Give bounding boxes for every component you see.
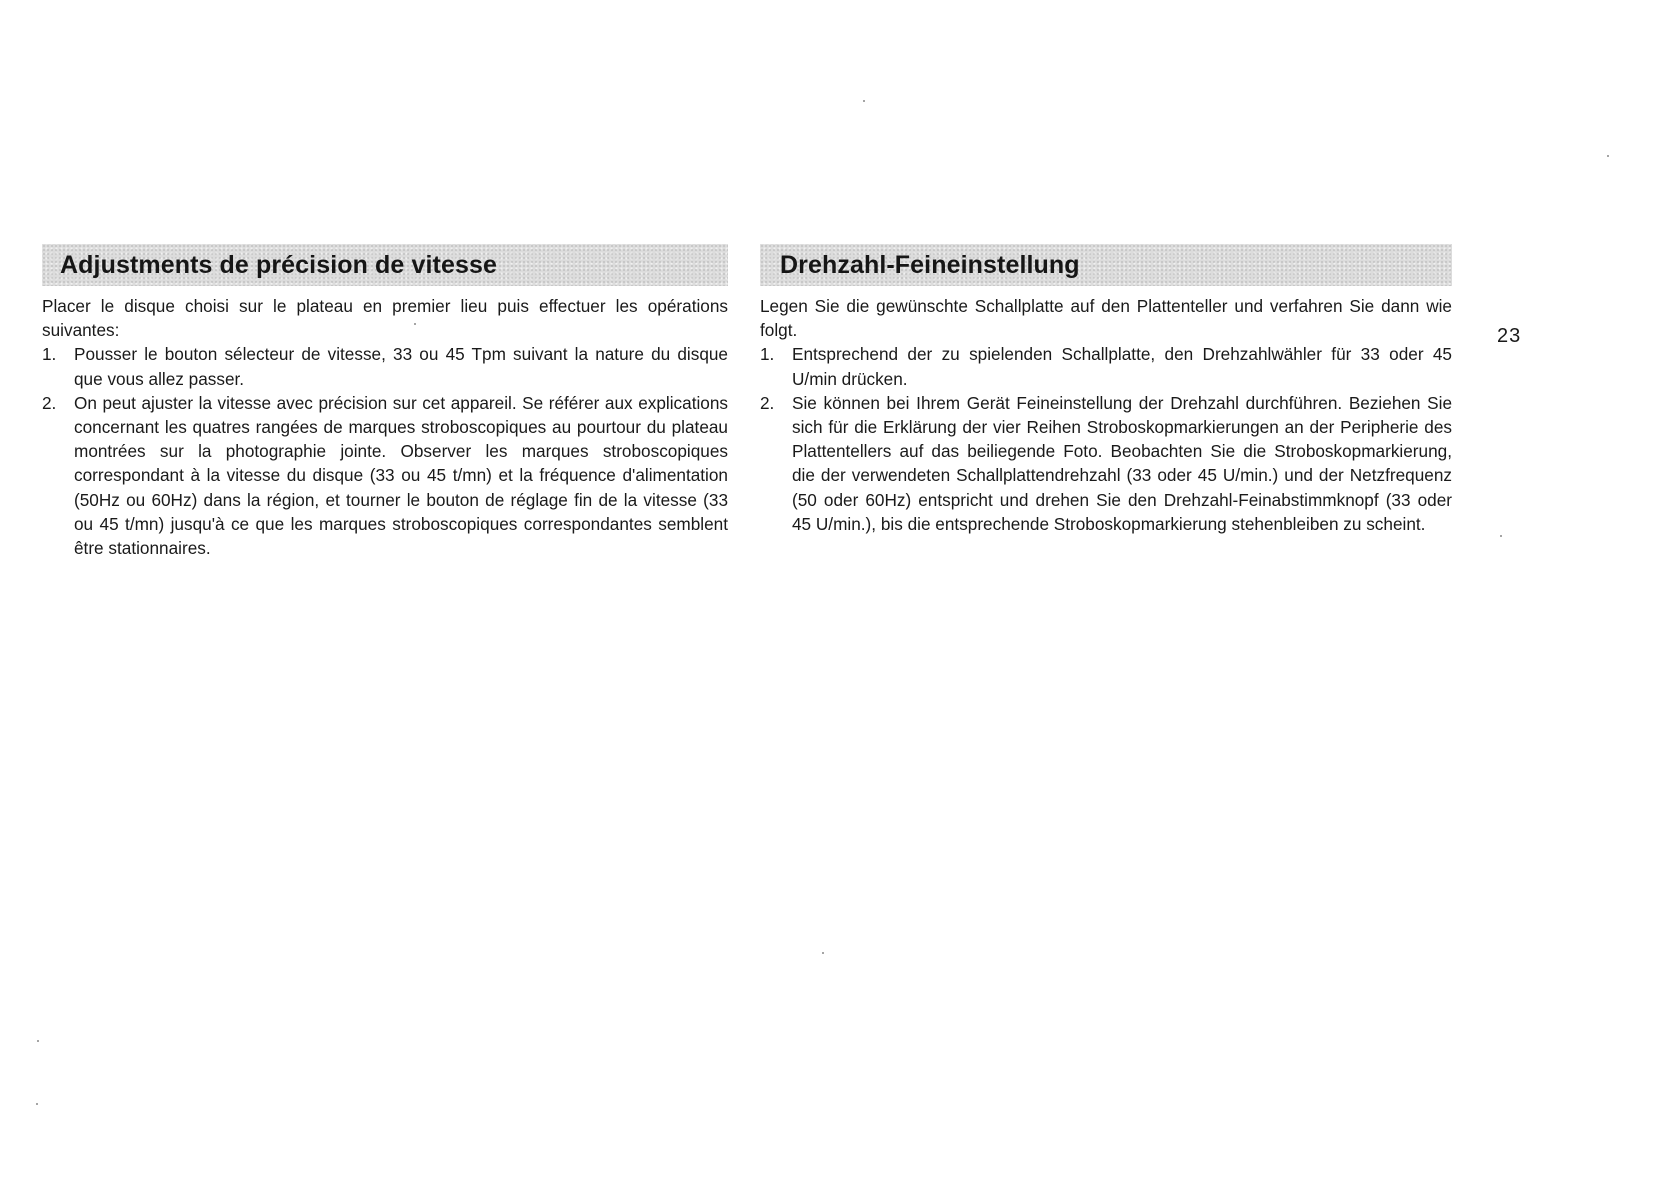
german-body — [760, 294, 1452, 536]
scan-speck — [414, 323, 416, 325]
scan-speck — [36, 1103, 38, 1105]
scan-speck — [863, 100, 865, 102]
page-number: 23 — [1497, 325, 1522, 347]
french-section — [42, 244, 728, 560]
german-heading: Drehzahl-Feineinstellung — [780, 250, 1080, 279]
french-step-2 — [42, 391, 728, 560]
german-step-2 — [760, 391, 1452, 536]
german-step-1-number: 1. — [760, 344, 775, 365]
french-step-1 — [42, 342, 728, 390]
french-step-2-text: On peut ajuster la vitesse avec précision sur cet appareil. Se référer aux explications concernant les quatres rangées de marques stroboscopiques au pourtour du plateau montrées sur la photographie jointe. Observer les marques stroboscopiques correspondant à la vitesse du disque (33 ou 45 t/mn) et la fréquence d'alimentation (50Hz ou 60Hz) dans la région, et tourner le bouton de réglage fin de la vitesse (33 ou 45 t/mn) jusqu'à ce que les marques stroboscopiques correspondantes semblent être stationnaires. — [74, 392, 728, 559]
french-step-1-text: Pousser le bouton sélecteur de vitesse, 33 ou 45 Tpm suivant la nature du disque que vous allez passer. — [74, 344, 728, 389]
german-steps-list — [760, 342, 1452, 536]
scan-speck — [1500, 535, 1502, 537]
scan-speck — [822, 952, 824, 954]
scan-speck — [1607, 155, 1609, 157]
french-heading-bar — [42, 244, 728, 286]
french-step-1-number: 1. — [42, 344, 57, 365]
german-step-2-number: 2. — [760, 392, 775, 413]
german-step-1 — [760, 342, 1452, 390]
french-steps-list — [42, 342, 728, 560]
german-intro: Legen Sie die gewünschte Schallplatte auf den Plattenteller und verfahren Sie dann wie folgt. — [760, 296, 1452, 341]
french-body — [42, 294, 728, 560]
german-section — [760, 244, 1452, 536]
german-heading-bar — [760, 244, 1452, 286]
french-heading: Adjustments de précision de vitesse — [60, 250, 497, 279]
scan-speck — [37, 1040, 39, 1042]
german-step-2-text: Sie können bei Ihrem Gerät Feineinstellung der Drehzahl durchführen. Beziehen Sie sich für die Erklärung der vier Reihen Stroboskopmarkierungen an der Peripherie des Plattentellers auf das beiliegende Foto. Beobachten Sie die Stroboskopmarkierung, die der verwendeten Schallplattendrehzahl (33 oder 45 U/min.) und der Netzfrequenz (50 oder 60Hz) entspricht und drehen Sie den Drehzahl-Feinabstimmknopf (33 oder 45 U/min.), bis die entsprechende Stroboskopmarkierung stehenbleiben zu scheint. — [792, 392, 1452, 534]
french-step-2-number: 2. — [42, 392, 57, 413]
french-intro: Placer le disque choisi sur le plateau en premier lieu puis effectuer les opérations suivantes: — [42, 296, 728, 341]
german-step-1-text: Entsprechend der zu spielenden Schallplatte, den Drehzahlwähler für 33 oder 45 U/min drücken. — [792, 344, 1452, 389]
